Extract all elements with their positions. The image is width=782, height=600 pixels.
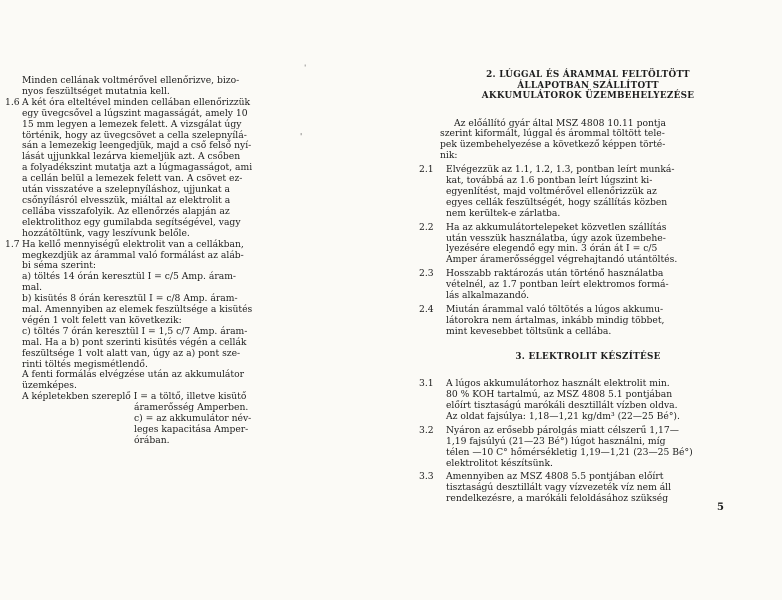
paragraph [419, 424, 744, 470]
text-line: c) töltés 7 órán keresztül I = 1,5 c/7 Amp. áram- [22, 325, 248, 337]
text-line: rinti töltés megismétlendő. [22, 358, 148, 370]
text-line: Ha kellő mennyiségű elektrolit van a cellákban, [22, 238, 244, 250]
text-line: 80 % KOH tartalmú, az MSZ 4808 5.1 pontjában [446, 389, 673, 401]
margin-mark: ˈ [304, 64, 307, 73]
page-number: 5 [717, 502, 724, 513]
text-line: Nyáron az erősebb párolgás miatt célszerű 1,17— [446, 424, 679, 436]
text-line: kat, továbbá az 1.6 pontban leírt lúgszint ki- [446, 175, 653, 187]
paragraph [5, 238, 324, 404]
text-line: Minden cellának voltmérővel ellenőrizve, bizo- [22, 75, 240, 86]
text-line: A képletekben szereplő I = a töltő, illetve kisütő [22, 391, 247, 403]
text-line: hozzátöltünk, vagy leszívunk belőle. [22, 227, 190, 239]
paragraph [419, 164, 744, 220]
text-line: üzemképes. [22, 380, 77, 392]
text-line: egyes cellák feszültségét, hogy szállítás közben [446, 196, 668, 208]
text-line: után vesszük használatba, úgy azok üzembehe- [446, 232, 666, 244]
text-line: vételnél, az 1.7 pontban leírt elektromos formá- [446, 279, 669, 291]
text-line: cellába visszafolyik. Az ellenőrzés alapján az [22, 205, 230, 217]
text-line: Amennyiben az MSZ 4808 5.5 pontjában előírt [446, 471, 664, 483]
text-line: 1,19 fajsúlyú (21—23 Bé°) lúgot használni, míg [446, 435, 666, 447]
item-number: 2.4 [419, 304, 434, 315]
text-line: látorokra nem ártalmas, inkább mindig többet, [446, 314, 665, 326]
text-line: megkezdjük az árammal való formálást az aláb- [22, 249, 244, 261]
text-line: bi séma szerint: [22, 260, 97, 272]
text-line: b) kisütés 8 órán keresztül I = c/8 Amp. áram- [22, 293, 238, 305]
text-line: mint kevesebbet töltsünk a cellába. [446, 325, 612, 337]
text-line: a) töltés 14 órán keresztül I = c/5 Amp. áram- [22, 271, 237, 283]
paragraph [419, 304, 744, 338]
paragraph [22, 76, 324, 98]
text-line: előírt tisztaságú marókáli desztillált vízben oldva. [446, 400, 678, 412]
spacer [432, 102, 744, 116]
text-line: nyos feszültséget mutatnia kell. [22, 85, 170, 97]
margin-mark: ' [300, 132, 303, 141]
text-line: egyenlítést, majd voltmérővel ellenőrizzük az [446, 185, 657, 197]
heading-line: 3. ELEKTROLIT KÉSZÍTÉSE [515, 351, 661, 362]
text-line: A lúgos akkumulátorhoz használt elektrolit min. [446, 378, 670, 390]
text-line: a folyadékszint mutatja azt a lúgmagasságot, ami [22, 162, 253, 174]
text-line: A két óra elteltével minden cellában ellenőrizzük [22, 96, 251, 108]
paragraph [419, 471, 744, 505]
text-line: egy üvegcsővel a lúgszint magasságát, amely 10 [22, 107, 248, 119]
text-line: Az oldat fajsúlya: 1,18—1,21 kg/dm³ (22—25 Bé°). [446, 410, 680, 422]
text-line: elektrolitot készítsünk. [446, 457, 553, 469]
text-line: történik, hogy az üvegcsövet a cella szelepnyílá- [22, 129, 247, 141]
paragraph [419, 378, 744, 423]
text-line: lását ujjunkkal lezárva kiemeljük azt. A csőben [22, 151, 241, 163]
item-number: 2.2 [419, 221, 434, 233]
item-number: 3.3 [419, 471, 434, 483]
text-line: lyezésére elegendő egy min. 3 órán át I = c/5 [446, 243, 658, 255]
item-number: 1.7 [5, 238, 20, 250]
item-number: 2.1 [419, 164, 434, 176]
text-line: után visszatéve a szelepnyíláshoz, ujjunkat a [22, 184, 231, 196]
text-line: nik: [440, 150, 458, 162]
text-line: sán a lemezekig leengedjük, majd a cső felső nyí- [22, 140, 252, 152]
item-number: 3.1 [419, 378, 434, 390]
right-column [419, 70, 744, 505]
section-heading [432, 352, 744, 363]
left-column [5, 75, 324, 447]
paragraph [22, 414, 324, 447]
text-line: Miután árammal való töltötés a lúgos akkumu- [446, 304, 664, 315]
paragraph [419, 221, 744, 267]
intro-paragraph [432, 119, 744, 163]
item-number: 2.3 [419, 268, 434, 280]
text-line: tisztaságú desztillált vagy vízvezeték víz nem áll [446, 482, 672, 494]
spacer [432, 338, 744, 352]
text-line: pek üzembehelyezése a következő képpen törté- [440, 139, 666, 151]
text-line: Elvégezzük az 1.1, 1.2, 1.3, pontban leírt munká- [446, 164, 675, 176]
text-line: áramerősség Amperben. [134, 402, 249, 414]
heading-line: ÁLLAPOTBAN SZÁLLÍTOTT [517, 80, 659, 91]
text-line: Ha az akkumulátortelepeket közvetlen szállítás [446, 221, 667, 233]
text-line: órában. [134, 434, 170, 446]
spacer [432, 362, 744, 376]
text-line: mal. [22, 282, 43, 294]
text-line: 15 mm legyen a lemezek felett. A vizsgálat úgy [22, 118, 242, 130]
item-number: 3.2 [419, 424, 434, 436]
text-line: csőnyílásról elvesszük, miáltal az elektrolit a [22, 194, 231, 206]
text-line: Amper áramerősséggel végrehajtandó utántöltés. [446, 254, 678, 266]
heading-line: 2. LÚGGAL ÉS ÁRAMMAL FELTÖLTÖTT [486, 70, 690, 80]
text-line: feszültsége 1 volt alatt van, úgy az a) pont sze- [22, 347, 241, 359]
text-line: télen —10 C° hőmérsékletig 1,19—1,21 (23—25 Bé°) [446, 446, 693, 458]
text-line: mal. Ha a b) pont szerinti kisütés végén a cellák [22, 336, 247, 348]
text-line: lás alkalmazandó. [446, 290, 530, 302]
text-line: rendelkezésre, a marókáli feloldásához szükség [446, 493, 669, 505]
text-line: Hosszabb raktározás után történő használatba [446, 268, 664, 280]
text-line: szerint kiformált, lúggal és árommal töltött tele- [440, 128, 665, 140]
text-line: nem kerültek-e zárlatba. [446, 207, 561, 219]
text-line: leges kapacitása Amper- [134, 424, 249, 435]
item-number: 1.6 [5, 96, 20, 108]
text-line: c) = az akkumulátor név- [134, 413, 252, 425]
text-line: mal. Amennyiben az elemek feszültsége a kisütés [22, 304, 253, 316]
paragraph [5, 96, 324, 240]
text-line: a cellán belül a lemezek felett van. A csövet ez- [22, 173, 243, 185]
paragraph [419, 268, 744, 302]
text-line: elektrolithoz egy gumilabda segítségével, vagy [22, 216, 241, 228]
heading-line: AKKUMULÁTOROK ÜZEMBEHELYEZÉSE [481, 91, 695, 101]
text-line: Az előállító gyár által MSZ 4808 10.11 pontja [454, 117, 666, 129]
text-line: végén 1 volt felett van következik: [22, 314, 182, 326]
text-line: A fenti formálás elvégzése után az akkumulátor [22, 369, 245, 381]
section-heading [432, 70, 744, 102]
